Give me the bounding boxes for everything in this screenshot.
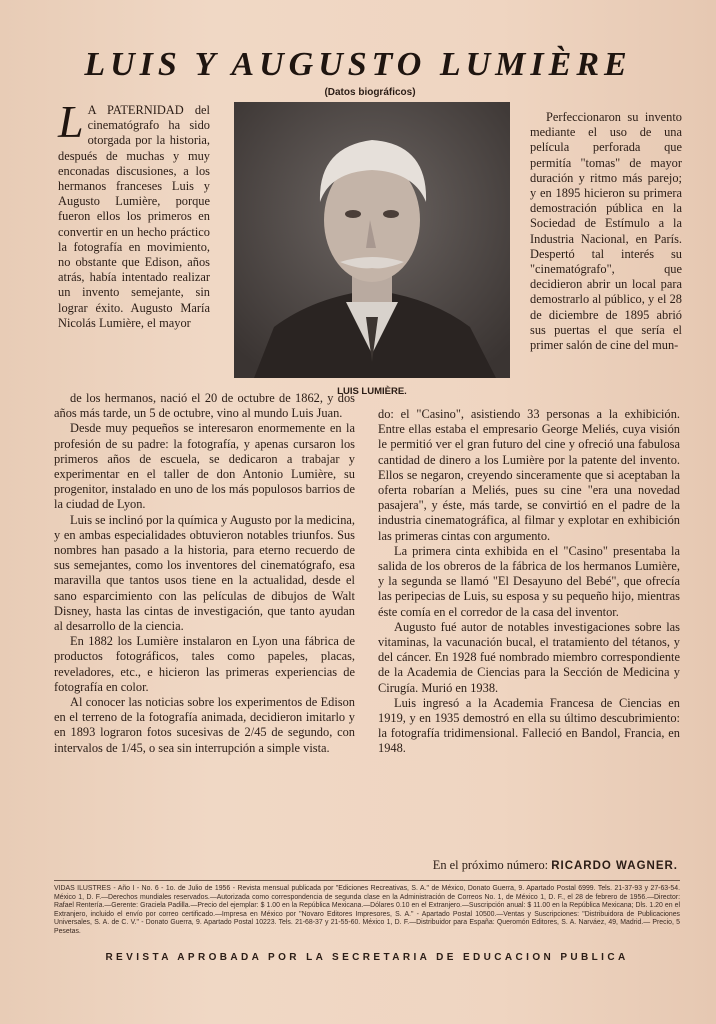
photo-caption: LUIS LUMIÈRE. [337,386,407,397]
paragraph: Perfeccionaron su invento mediante el uso de una película perforada que permitía "tomas" de mayor duración y ritmo más parejo; y en 1895 hicieron su primera demostración pública en la Sociedad de Estímulo a la Industria Nacional, en París. Despertó tal interés su "cinematógrafo", que decidieron abrir un local para demostrarlo al público, y el 28 de diciembre de 1895 abrió sus puertas el que sería el primer salón de cine del mun- [530,110,682,353]
paragraph: do: el "Casino", asistiendo 33 personas a la exhibición. Entre ellas estaba el empresario George Meliés, cuya visión le permitió ver el gran futuro del cine y ofreció una fabulosa cantidad de dinero a los Lumière por la patente del invento. Ellos se negaron, creyendo sinceramente que si aceptaban la oferta robarían a Meliés, pues su cine "era una novedad pasajera", y éste, más tarde, se convirtió en el padre de la industria cinematográfica, al filmar y explotar en exhibición las primeras cintas con argumento. [378,407,680,543]
divider [54,880,680,881]
portrait-illustration [234,102,510,378]
paragraph: Al conocer las noticias sobre los experimentos de Edison en el terreno de la fotografía animada, decidieron imitarlo y en 1893 lograron fotos sucesivas de 2/45 de segundo, con intervalos de 1/45, o sea sin interrupción a simple vista. [54,695,355,755]
paragraph: En 1882 los Lumière instalaron en Lyon una fábrica de productos fotográficos, tales como papeles, placas, reveladores, etc., e hicieron las primeras experiencias de fotografía en color. [54,634,355,694]
paragraph: Luis se inclinó por la química y Augusto por la medicina, y en ambas especialidades obtuvieron notables triunfos. Sus nombres han pasado a la historia, para eterno recuerdo de sus semejantes, como los inventores del cinematógrafo, esa maravilla que tantos usos tiene en la actualidad, desde el sano esparcimiento con las películas de dibujos de Walt Disney, hasta las cintas de investigación, que tanto ayudan al desarrollo de la ciencia. [54,512,355,634]
column-left [54,391,355,756]
article-subtitle: (Datos biográficos) [324,87,416,98]
portrait-photo [234,102,510,378]
column-right-top [530,110,682,353]
paragraph-intro: L A PATERNIDAD del cinematógrafo ha sido otorgada por la historia, después de muchas y muy enconadas discusiones, a los hermanos franceses Luis y Augusto Lumière, porque fueron ellos los primeros en convertir en un hecho práctico la fotografía en movimiento, no obstante que Edison, años atrás, había intentado realizar un invento semejante, sin lograr éxito. Augusto María Nicolás Lumière, el mayor [58,96,210,330]
paragraph: Desde muy pequeños se interesaron enormemente en la profesión de su padre: la fotografía, y apenas cursaron los primeros años de escuela, se dedicaron a trabajar y experimentar en el taller de don Antonio Lumière, su progenitor, instalado en uno de los más populosos barrios de la ciudad de Lyon. [54,421,355,512]
paragraph: La primera cinta exhibida en el "Casino" presentaba la salida de los obreros de la fábrica de los hermanos Lumière, y la segunda se llamó "El Desayuno del Bebé", que ofrecía las peripecias de Luis, su esposa y su pequeño hijo, mientras éste comía en el corredor de la casa del inventor. [378,543,680,619]
paragraph: Luis ingresó a la Academia Francesa de Ciencias en 1919, y en 1935 demostró en ella su último descubrimiento: la fotografía tridimensional. Falleció en Bandol, Francia, en 1948. [378,695,680,756]
drop-cap: L [58,96,84,147]
paragraph: Augusto fué autor de notables investigaciones sobre las vitaminas, la vacunación bucal, el tratamiento del tétanos, y del cáncer. En 1928 fué nombrado miembro correspondiente de la Academia de Ciencias para la Sección de Medicina y Cirugía. Murió en 1938. [378,619,680,695]
article-title: LUIS Y AUGUSTO LUMIÈRE [84,46,632,83]
paragraph: de los hermanos, nació el 20 de octubre de 1862, y dos años más tarde, un 5 de octubre, vino al mundo Luis Juan. [54,391,355,421]
approval-line: REVISTA APROBADA POR LA SECRETARIA DE EDUCACION PUBLICA [105,952,629,963]
column-right [378,407,680,757]
next-issue-name: RICARDO WAGNER. [551,860,678,872]
column-left-top [58,96,210,331]
next-issue-note: En el próximo número: RICARDO WAGNER. [432,858,678,872]
colophon: VIDAS ILUSTRES - Año I - No. 6 - 1o. de Julio de 1956 - Revista mensual publicada por "Ediciones Recreativas, S. A." de México, Donato Guerra, 9. Apartado Postal 6999. Tels. 21-37-93 y 27-63-54. México 1, D. F.—Derechos mundiales reservados.—Autorizada como correspondencia de segunda clase en la Administración de Correos No. 1, de México 1, D. F., el 28 de febrero de 1956.—Director: Rafael Rentería.—Gerente: Graciela Padilla.—Precio del ejemplar: $ 1.00 en la República Mexicana.—Dólares 0.10 en el Extranjero.—Suscripción anual: $ 11.00 en la República Mexicana; Dls. 1.20 en el Extranjero, incluido el envío por correo certificado.—Impresa en México por "Novaro Editores Impresores, S. A." - Apartado Postal 10500.—Ventas y Suscripciones: "Distribuidora de Publicaciones Universales, S. A. de C. V." - Donato Guerra, 9. Apartado Postal 10223. Tels. 21-68-37 y 21-55-60. México 1, D. F.—Distribuidor para España: Queromón Editores, S. A. Narváez, 49, Madrid.— Precio, 5 Pesetas. [54,885,680,935]
